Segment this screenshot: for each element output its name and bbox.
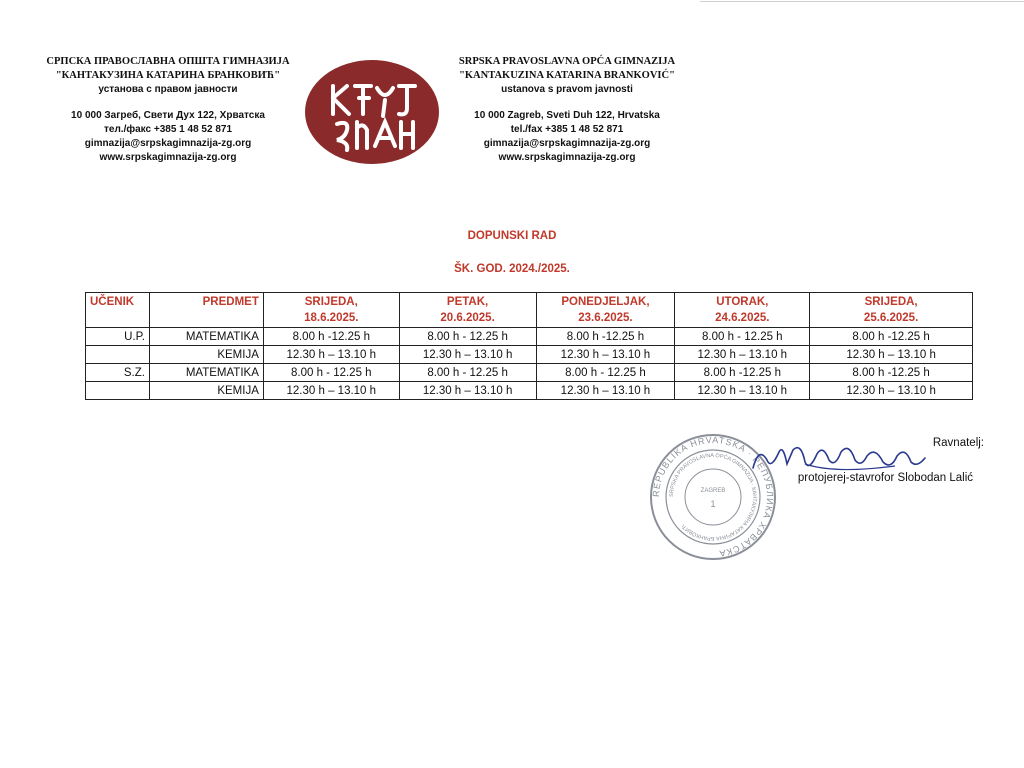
school-name-line2: "KANTAKUZINA KATARINA BRANKOVIĆ" bbox=[459, 70, 675, 81]
school-phone: тел./факс +385 1 48 52 871 bbox=[103, 124, 233, 135]
table-header-row bbox=[86, 293, 973, 328]
header-day bbox=[536, 293, 675, 328]
school-status: установа с правом јавности bbox=[98, 84, 238, 95]
day-date: 24.6.2025. bbox=[715, 312, 770, 324]
day-name: SRIJEDA, bbox=[304, 296, 358, 308]
cell-subject: MATEMATIKA bbox=[149, 364, 263, 382]
cell-time: 12.30 h – 13.10 h bbox=[810, 382, 973, 400]
cell-time: 12.30 h – 13.10 h bbox=[399, 346, 536, 364]
cell-time: 12.30 h – 13.10 h bbox=[675, 346, 810, 364]
cell-time: 8.00 h -12.25 h bbox=[810, 328, 973, 346]
cell-time: 8.00 h -12.25 h bbox=[263, 328, 399, 346]
school-website: www.srpskagimnazija-zg.org bbox=[99, 152, 237, 163]
day-date: 18.6.2025. bbox=[304, 312, 359, 324]
school-name-line1: СРПСКА ПРАВОСЛАВНА ОПШТА ГИМНАЗИЈА bbox=[46, 56, 290, 67]
header-day bbox=[810, 293, 973, 328]
school-phone: tel./fax +385 1 48 52 871 bbox=[510, 124, 624, 135]
cell-time: 8.00 h -12.25 h bbox=[675, 364, 810, 382]
document-title: DOPUNSKI RAD bbox=[467, 230, 557, 242]
cell-time: 8.00 h - 12.25 h bbox=[263, 364, 399, 382]
table-row bbox=[86, 382, 973, 400]
school-email: gimnazija@srpskagimnazija-zg.org bbox=[84, 138, 252, 149]
cell-time: 8.00 h - 12.25 h bbox=[536, 364, 675, 382]
cell-student: S.Z. bbox=[86, 364, 150, 382]
signatory-name: protojerej-stavrofor Slobodan Lalić bbox=[797, 472, 973, 484]
school-name-line2: "КАНТАКУЗИНА КАТАРИНА БРАНКОВИЋ" bbox=[55, 70, 281, 81]
school-status: ustanova s pravom javnosti bbox=[501, 84, 633, 95]
table-row bbox=[86, 328, 973, 346]
school-website: www.srpskagimnazija-zg.org bbox=[498, 152, 636, 163]
school-address: 10 000 Загреб, Свети Дух 122, Хрватска bbox=[71, 110, 265, 121]
header-student: UČENIK bbox=[86, 293, 150, 328]
cell-time: 12.30 h – 13.10 h bbox=[263, 346, 399, 364]
stamp-number: 1 bbox=[710, 499, 716, 509]
cell-time: 12.30 h – 13.10 h bbox=[810, 346, 973, 364]
cell-subject: KEMIJA bbox=[149, 346, 263, 364]
cell-time: 12.30 h – 13.10 h bbox=[536, 382, 675, 400]
school-address: 10 000 Zagreb, Sveti Duh 122, Hrvatska bbox=[474, 110, 660, 121]
cell-time: 8.00 h -12.25 h bbox=[810, 364, 973, 382]
header-day bbox=[399, 293, 536, 328]
cell-time: 12.30 h – 13.10 h bbox=[399, 382, 536, 400]
svg-text:SRPSKA PRAVOSLAVNA OPĆA GIMNAZ bbox=[669, 453, 757, 541]
cell-student bbox=[86, 382, 150, 400]
stamp-inner-text: SRPSKA PRAVOSLAVNA OPĆA GIMNAZIJA · КАНТАКУЗИНА КАТАРИНА БРАНКОВИЋ bbox=[668, 452, 758, 542]
cell-time: 12.30 h – 13.10 h bbox=[675, 382, 810, 400]
stamp-city: ZAGREB bbox=[700, 488, 726, 494]
document-subtitle: ŠK. GOD. 2024./2025. bbox=[454, 263, 570, 275]
day-name: PETAK, bbox=[446, 296, 489, 308]
day-date: 20.6.2025. bbox=[440, 312, 495, 324]
day-name: SRIJEDA, bbox=[864, 296, 918, 308]
cell-time: 8.00 h - 12.25 h bbox=[399, 328, 536, 346]
day-date: 23.6.2025. bbox=[578, 312, 633, 324]
letterhead-cyrillic bbox=[18, 55, 318, 165]
letterhead-latin bbox=[417, 55, 717, 165]
cell-time: 8.00 h - 12.25 h bbox=[675, 328, 810, 346]
cell-subject: KEMIJA bbox=[149, 382, 263, 400]
cell-time: 12.30 h – 13.10 h bbox=[536, 346, 675, 364]
table-row bbox=[86, 346, 973, 364]
cell-student bbox=[86, 346, 150, 364]
cell-time: 8.00 h - 12.25 h bbox=[399, 364, 536, 382]
signature-title: Ravnatelj: bbox=[932, 437, 984, 449]
school-email: gimnazija@srpskagimnazija-zg.org bbox=[483, 138, 651, 149]
schedule-table bbox=[85, 292, 973, 400]
table-row bbox=[86, 364, 973, 382]
header-day bbox=[263, 293, 399, 328]
day-date: 25.6.2025. bbox=[863, 312, 919, 324]
school-name-line1: SRPSKA PRAVOSLAVNA OPĆA GIMNAZIJA bbox=[458, 56, 676, 67]
cell-time: 12.30 h – 13.10 h bbox=[263, 382, 399, 400]
top-rule bbox=[700, 1, 1024, 2]
cell-subject: MATEMATIKA bbox=[149, 328, 263, 346]
day-name: UTORAK, bbox=[716, 296, 769, 308]
stamp-outer-text: REPUBLIKA HRVATSKA · РЕПУБЛИКА ХРВАТСКА bbox=[650, 434, 776, 559]
cell-time: 8.00 h -12.25 h bbox=[536, 328, 675, 346]
header-subject: PREDMET bbox=[149, 293, 263, 328]
day-name: PONEDJELJAK, bbox=[561, 296, 650, 308]
cell-student: U.P. bbox=[86, 328, 150, 346]
header-day bbox=[675, 293, 810, 328]
